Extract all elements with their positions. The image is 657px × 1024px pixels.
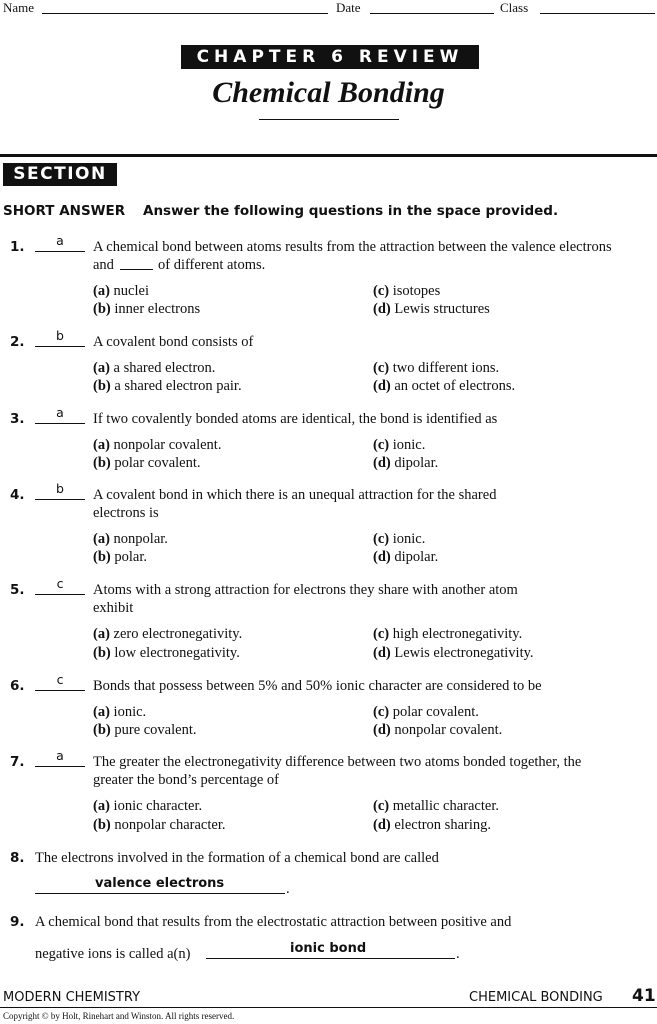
fill-in-answer: valence electrons (95, 876, 225, 891)
question-text: Atoms with a strong attraction for electrons they share with another atom (93, 582, 518, 598)
option-b: (b) nonpolar character. (93, 817, 226, 833)
option-c: (c) isotopes (373, 283, 441, 299)
section-badge: SECTION 1 (3, 163, 117, 186)
name-field[interactable] (42, 13, 328, 14)
period: . (286, 881, 290, 897)
question-text: A covalent bond consists of (93, 334, 254, 350)
question-number: 8. (10, 850, 25, 866)
short-answer-heading: SHORT ANSWER (3, 203, 126, 219)
option-b: (b) a shared electron pair. (93, 378, 242, 394)
option-d: (d) dipolar. (373, 455, 439, 471)
instructions: Answer the following questions in the space provided. (143, 203, 559, 219)
option-b: (b) inner electrons (93, 301, 201, 317)
question-text-2b: of different atoms. (158, 257, 266, 273)
name-label: Name (3, 0, 35, 15)
chapter-title: Chemical Bonding (212, 76, 445, 109)
answer-blank[interactable] (35, 690, 85, 691)
answer-text: a (56, 748, 64, 763)
option-c: (c) high electronegativity. (373, 626, 523, 642)
answer-blank[interactable] (35, 423, 85, 424)
page-number: 41 (632, 986, 656, 1006)
question-text: If two covalently bonded atoms are identical, the bond is identified as (93, 411, 498, 427)
answer-blank[interactable] (35, 346, 85, 347)
question-number: 2. (10, 334, 25, 350)
option-b: (b) polar. (93, 549, 147, 565)
question-number: 5. (10, 582, 25, 598)
answer-blank[interactable] (35, 766, 85, 767)
option-c: (c) ionic. (373, 531, 426, 547)
chapter-banner: CHAPTER 6 REVIEW (181, 45, 479, 69)
question-text-2: negative ions is called a(n) (35, 946, 191, 962)
question-text-2: greater the bond’s percentage of (93, 772, 279, 788)
option-a: (a) ionic. (93, 704, 147, 720)
answer-blank[interactable] (35, 251, 85, 252)
option-c: (c) polar covalent. (373, 704, 479, 720)
option-b: (b) pure covalent. (93, 722, 197, 738)
class-field[interactable] (540, 13, 655, 14)
option-a: (a) ionic character. (93, 798, 203, 814)
option-c: (c) metallic character. (373, 798, 499, 814)
question-text-2: electrons is (93, 505, 159, 521)
section-rule (0, 154, 657, 157)
answer-text: c (56, 576, 64, 591)
question-text: The electrons involved in the formation of a chemical bond are called (35, 850, 439, 866)
question-number: 1. (10, 239, 25, 255)
option-d: (d) Lewis electronegativity. (373, 645, 534, 661)
inline-blank[interactable] (120, 269, 153, 270)
answer-blank[interactable] (35, 594, 85, 595)
question-text: A covalent bond in which there is an unequal attraction for the shared (93, 487, 497, 503)
fill-in-blank[interactable] (35, 893, 285, 894)
question-number: 4. (10, 487, 25, 503)
option-a: (a) nonpolar. (93, 531, 168, 547)
date-label: Date (336, 0, 361, 15)
option-a: (a) zero electronegativity. (93, 626, 243, 642)
question-text-2a: and (93, 257, 114, 273)
answer-text: a (56, 405, 64, 420)
option-c: (c) ionic. (373, 437, 426, 453)
question-text: Bonds that possess between 5% and 50% ionic character are considered to be (93, 678, 542, 694)
option-a: (a) nuclei (93, 283, 149, 299)
question-number: 3. (10, 411, 25, 427)
question-number: 7. (10, 754, 25, 770)
option-d: (d) Lewis structures (373, 301, 490, 317)
answer-blank[interactable] (35, 499, 85, 500)
option-d: (d) an octet of electrons. (373, 378, 516, 394)
answer-text: a (56, 233, 64, 248)
date-field[interactable] (370, 13, 494, 14)
option-a: (a) a shared electron. (93, 360, 216, 376)
question-number: 9. (10, 914, 25, 930)
footer-book-title: MODERN CHEMISTRY (3, 990, 141, 1005)
question-number: 6. (10, 678, 25, 694)
question-text: The greater the electronegativity difference between two atoms bonded together, the (93, 754, 582, 770)
option-d: (d) dipolar. (373, 549, 439, 565)
copyright: Copyright © by Holt, Rinehart and Winston. All rights reserved. (3, 1011, 235, 1021)
question-text: A chemical bond that results from the electrostatic attraction between positive and (35, 914, 512, 930)
answer-text: b (56, 328, 64, 343)
footer-chapter-title: CHEMICAL BONDING (469, 990, 603, 1005)
fill-in-answer: ionic bond (290, 941, 367, 956)
answer-text: c (56, 672, 64, 687)
option-c: (c) two different ions. (373, 360, 500, 376)
question-text-2: exhibit (93, 600, 134, 616)
option-b: (b) low electronegativity. (93, 645, 240, 661)
option-b: (b) polar covalent. (93, 455, 201, 471)
answer-text: b (56, 481, 64, 496)
period: . (456, 946, 460, 962)
class-label: Class (500, 0, 529, 15)
fill-in-blank[interactable] (206, 958, 455, 959)
option-d: (d) electron sharing. (373, 817, 491, 833)
title-underline (259, 119, 399, 120)
option-a: (a) nonpolar covalent. (93, 437, 222, 453)
option-d: (d) nonpolar covalent. (373, 722, 503, 738)
question-text: A chemical bond between atoms results from the attraction between the valence electrons (93, 239, 612, 255)
footer-rule (0, 1007, 657, 1008)
